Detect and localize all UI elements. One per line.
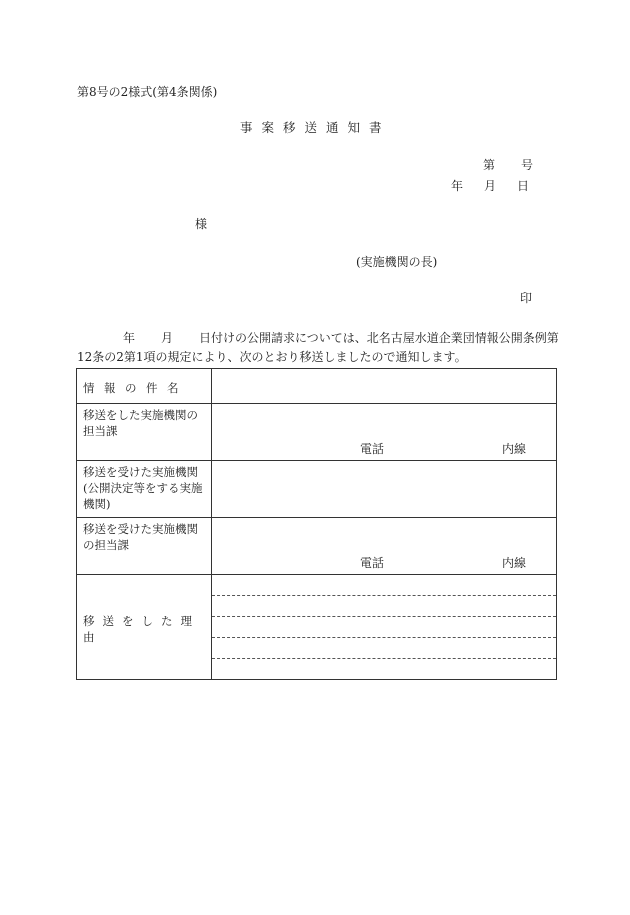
label-transferring-dept: 移送をした実施機関の担当課 xyxy=(77,404,212,461)
body-line1: 日付けの公開請求については、北名古屋水道企業団情報公開条例第 xyxy=(199,331,559,345)
addressee-suffix: 様 xyxy=(195,217,208,231)
document-number xyxy=(483,159,533,171)
field-info-subject[interactable] xyxy=(212,369,557,404)
reason-line xyxy=(212,575,556,596)
label-transfer-reason: 移送をした理由 xyxy=(77,575,212,680)
date-day: 日 xyxy=(517,179,530,193)
field-transfer-reason[interactable] xyxy=(212,575,557,680)
reason-line xyxy=(212,596,556,617)
reason-line xyxy=(212,659,556,679)
label-receiving-dept: 移送を受けた実施機関の担当課 xyxy=(77,518,212,575)
reason-line xyxy=(212,617,556,638)
tel-label: 電話 xyxy=(360,556,385,570)
body-month: 月 xyxy=(161,331,174,345)
field-receiving-dept[interactable] xyxy=(212,518,557,575)
notice-body xyxy=(77,329,557,367)
date-month: 月 xyxy=(484,179,497,193)
reason-line xyxy=(212,638,556,659)
tel-label: 電話 xyxy=(360,442,385,456)
sender-title: (実施機関の長) xyxy=(356,255,438,269)
body-year: 年 xyxy=(123,331,136,345)
issue-date xyxy=(451,180,529,192)
form-id: 第8号の2様式(第4条関係) xyxy=(77,85,218,99)
doc-number-dai: 第 xyxy=(483,158,496,172)
notice-table xyxy=(76,368,557,680)
body-line2: 12条の2第1項の規定により、次のとおり移送しましたので通知します。 xyxy=(77,350,467,364)
field-receiving-body[interactable] xyxy=(212,461,557,518)
seal-mark: 印 xyxy=(520,291,533,305)
field-transferring-dept[interactable] xyxy=(212,404,557,461)
document-title: 事案移送通知書 xyxy=(240,120,391,135)
label-receiving-body: 移送を受けた実施機関(公開決定等をする実施機関) xyxy=(77,461,212,518)
label-info-subject: 情報の件名 xyxy=(77,369,212,404)
doc-number-go: 号 xyxy=(521,158,534,172)
ext-label: 内線 xyxy=(502,556,527,570)
date-year: 年 xyxy=(451,179,464,193)
ext-label: 内線 xyxy=(502,442,527,456)
